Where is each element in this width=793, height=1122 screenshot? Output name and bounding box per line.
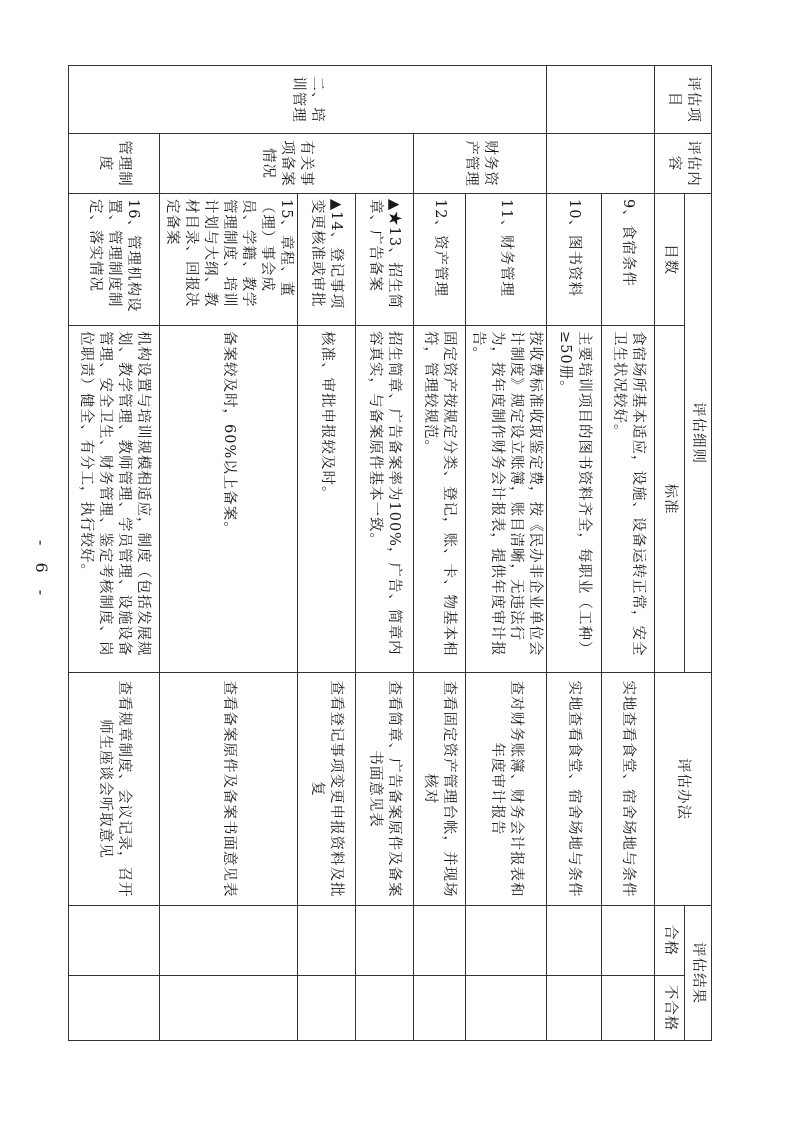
header-content: 评估内容 bbox=[655, 134, 712, 194]
standard-cell: 主要培训项目的图书资料齐全，每职业（工种）≥50册。 bbox=[547, 326, 602, 673]
pass-cell bbox=[414, 906, 466, 976]
table-row bbox=[547, 66, 602, 1041]
method-cell: 查看备案原件及备案书面意见表 bbox=[160, 673, 298, 906]
item-cell: 9、食宿条件 bbox=[602, 194, 655, 326]
item-cell: 16、管理机构设置、管理制度制定、落实情况 bbox=[69, 194, 160, 326]
table-row bbox=[298, 66, 356, 1041]
content-finance: 财务资产管理 bbox=[414, 134, 547, 194]
pass-cell bbox=[160, 906, 298, 976]
pass-cell bbox=[602, 906, 655, 976]
header-result: 评估结果 bbox=[685, 906, 712, 1041]
item-cell: 10、图书资料 bbox=[547, 194, 602, 326]
pass-cell bbox=[547, 906, 602, 976]
standard-cell: 按收费标准收取鉴定费，按《民办非企业单位会计制度》规定设立账簿，账目清晰，无违法行为，按年度制作财务会计报表，提供年度审计报告。 bbox=[466, 326, 547, 673]
header-standard: 标准 bbox=[655, 326, 685, 673]
evaluation-table bbox=[68, 65, 712, 1041]
pass-cell bbox=[466, 906, 547, 976]
header-item: 目数 bbox=[655, 194, 685, 326]
pass-cell bbox=[356, 906, 414, 976]
method-cell: 查对财务账簿、财务会计报表和年度审计报告 bbox=[466, 673, 547, 906]
fail-cell bbox=[69, 976, 160, 1041]
fail-cell bbox=[547, 976, 602, 1041]
pass-cell bbox=[298, 906, 356, 976]
standard-cell: 招生简章、广告备案率为100%，广告、简章内容真实，与备案原件基本一致。 bbox=[356, 326, 414, 673]
content-filing: 有关事项备案情况 bbox=[160, 134, 414, 194]
method-cell: 查看固定资产管理台帐，并现场核对 bbox=[414, 673, 466, 906]
method-cell: 实地查看食堂、宿舍场地与条件 bbox=[602, 673, 655, 906]
fail-cell bbox=[602, 976, 655, 1041]
standard-cell: 机构设置与培训规模相适应，制度（包括发展规划、教学管理、教师管理、学员管理、设施设备管理、安全卫生、财务管理、鉴定考核制度、岗位职责）健全、有分工，执行较好。 bbox=[69, 326, 160, 673]
table-row bbox=[414, 66, 466, 1041]
method-cell: 实地查看食堂、宿舍场地与条件 bbox=[547, 673, 602, 906]
item-cell: 11、财务管理 bbox=[466, 194, 547, 326]
standard-cell: 食宿场所基本适应，设施、设备运转正常，安全卫生状况较好。 bbox=[602, 326, 655, 673]
method-cell: 查看登记事项变更申报资料及批复 bbox=[298, 673, 356, 906]
table-row bbox=[69, 66, 160, 1041]
method-cell: 查看规章制度、会议记录，召开师生座谈会听取意见 bbox=[69, 673, 160, 906]
method-cell: 查看简章、广告备案原件及备案书面意见表 bbox=[356, 673, 414, 906]
item-cell: 12、资产管理 bbox=[414, 194, 466, 326]
project-cell-empty bbox=[547, 66, 655, 134]
standard-cell: 备案较及时，60%以上备案。 bbox=[160, 326, 298, 673]
fail-cell bbox=[414, 976, 466, 1041]
header-fail: 不合格 bbox=[655, 976, 685, 1041]
page-number: - 6 - bbox=[32, 540, 51, 602]
item-cell: ▲14、登记事项变更核准或审批 bbox=[298, 194, 356, 326]
standard-cell: 固定资产按规定分类、登记，账、卡、物基本相符，管理较规范。 bbox=[414, 326, 466, 673]
item-cell: ▲★13、招生简章、广告备案 bbox=[356, 194, 414, 326]
fail-cell bbox=[160, 976, 298, 1041]
fail-cell bbox=[298, 976, 356, 1041]
content-system: 管理制度 bbox=[69, 134, 160, 194]
header-details: 评估细则 bbox=[685, 194, 712, 673]
table-row bbox=[602, 66, 655, 1041]
header-row bbox=[685, 66, 712, 1041]
table-row bbox=[466, 66, 547, 1041]
fail-cell bbox=[356, 976, 414, 1041]
table-row bbox=[160, 66, 298, 1041]
item-cell: 15、章程、董（理）事会成员、学籍、教学管理制度、培训计划与大纲、教材目录、回报决定备案 bbox=[160, 194, 298, 326]
fail-cell bbox=[466, 976, 547, 1041]
table-row bbox=[356, 66, 414, 1041]
standard-cell: 核准、审批申报较及时。 bbox=[298, 326, 356, 673]
pass-cell bbox=[69, 906, 160, 976]
content-cell-empty bbox=[547, 134, 655, 194]
project-training: 二、培训管理 bbox=[69, 66, 547, 134]
header-pass: 合格 bbox=[655, 906, 685, 976]
header-project: 评估项目 bbox=[655, 66, 712, 134]
header-method: 评估办法 bbox=[655, 673, 712, 906]
